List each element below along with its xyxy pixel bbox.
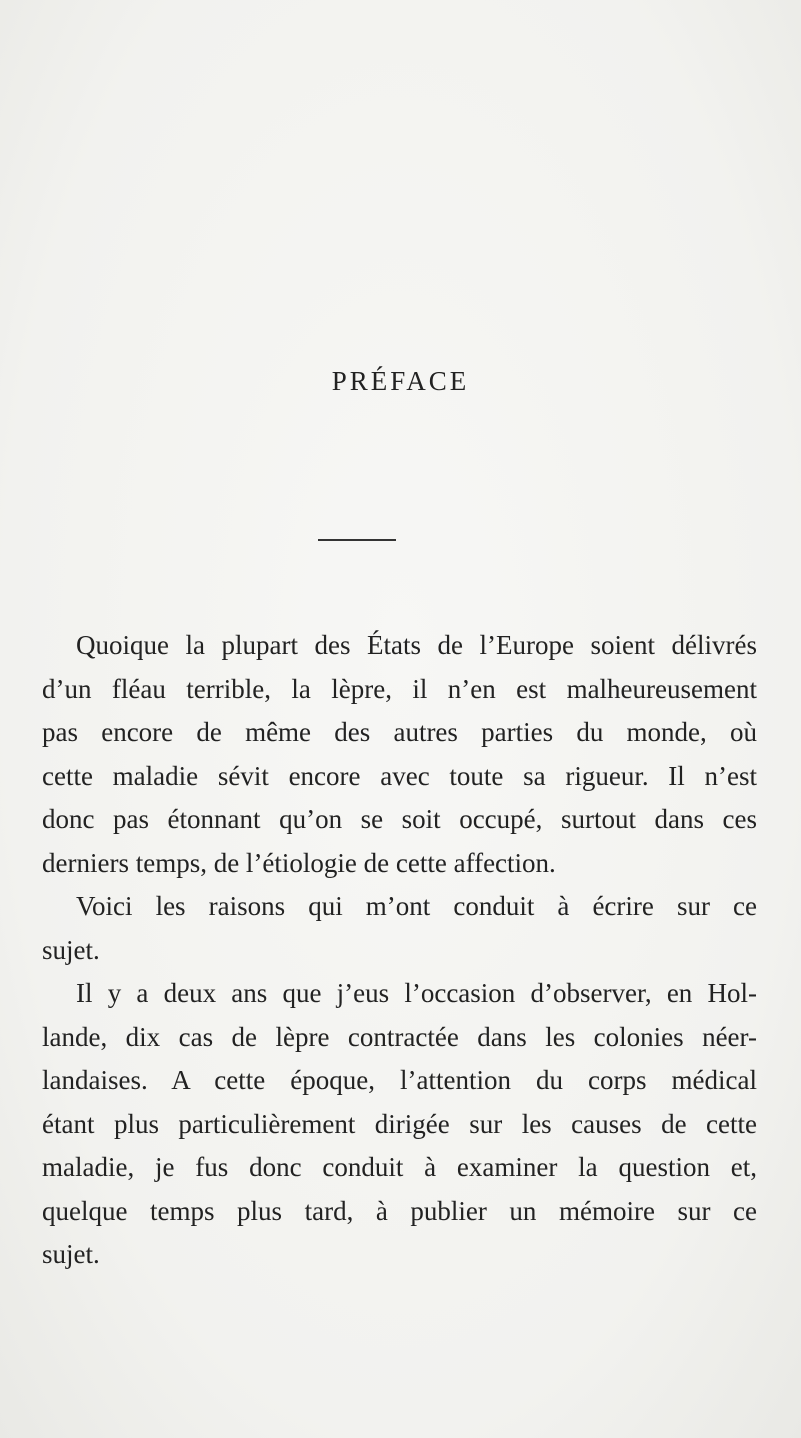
text-line: Il y a deux ans que j’eus l’occasion d’observer, en Hol- (76, 978, 757, 1008)
title-rule (318, 539, 396, 541)
text-line: landaises. A cette époque, l’attention du corps médical (42, 1065, 757, 1095)
text-line: d’un fléau terrible, la lèpre, il n’en est malheureusement (42, 673, 757, 704)
page-title: PRÉFACE (331, 366, 470, 396)
text-line: maladie, je fus donc conduit à examiner la question et, (42, 1152, 757, 1182)
text-line: sujet. (42, 934, 100, 965)
preface-text (42, 624, 757, 1277)
text-line: derniers temps, de l’étiologie de cette affection. (42, 847, 556, 878)
paragraph (42, 885, 757, 972)
text-line: Voici les raisons qui m’ont conduit à écrire sur ce (76, 891, 757, 921)
paragraph (42, 972, 757, 1277)
text-line: cette maladie sévit encore avec toute sa rigueur. Il n’est (42, 760, 757, 791)
text-line: pas encore de même des autres parties du monde, où (42, 717, 757, 747)
text-line: lande, dix cas de lèpre contractée dans les colonies néer- (42, 1021, 757, 1052)
text-line: étant plus particulièrement dirigée sur les causes de cette (42, 1108, 757, 1139)
text-line: sujet. (42, 1239, 100, 1269)
text-line: Quoique la plupart des États de l’Europe soient délivrés (76, 630, 757, 660)
paragraph (42, 624, 757, 885)
text-line: donc pas étonnant qu’on se soit occupé, surtout dans ces (42, 804, 757, 834)
text-line: quelque temps plus tard, à publier un mémoire sur ce (42, 1195, 757, 1226)
